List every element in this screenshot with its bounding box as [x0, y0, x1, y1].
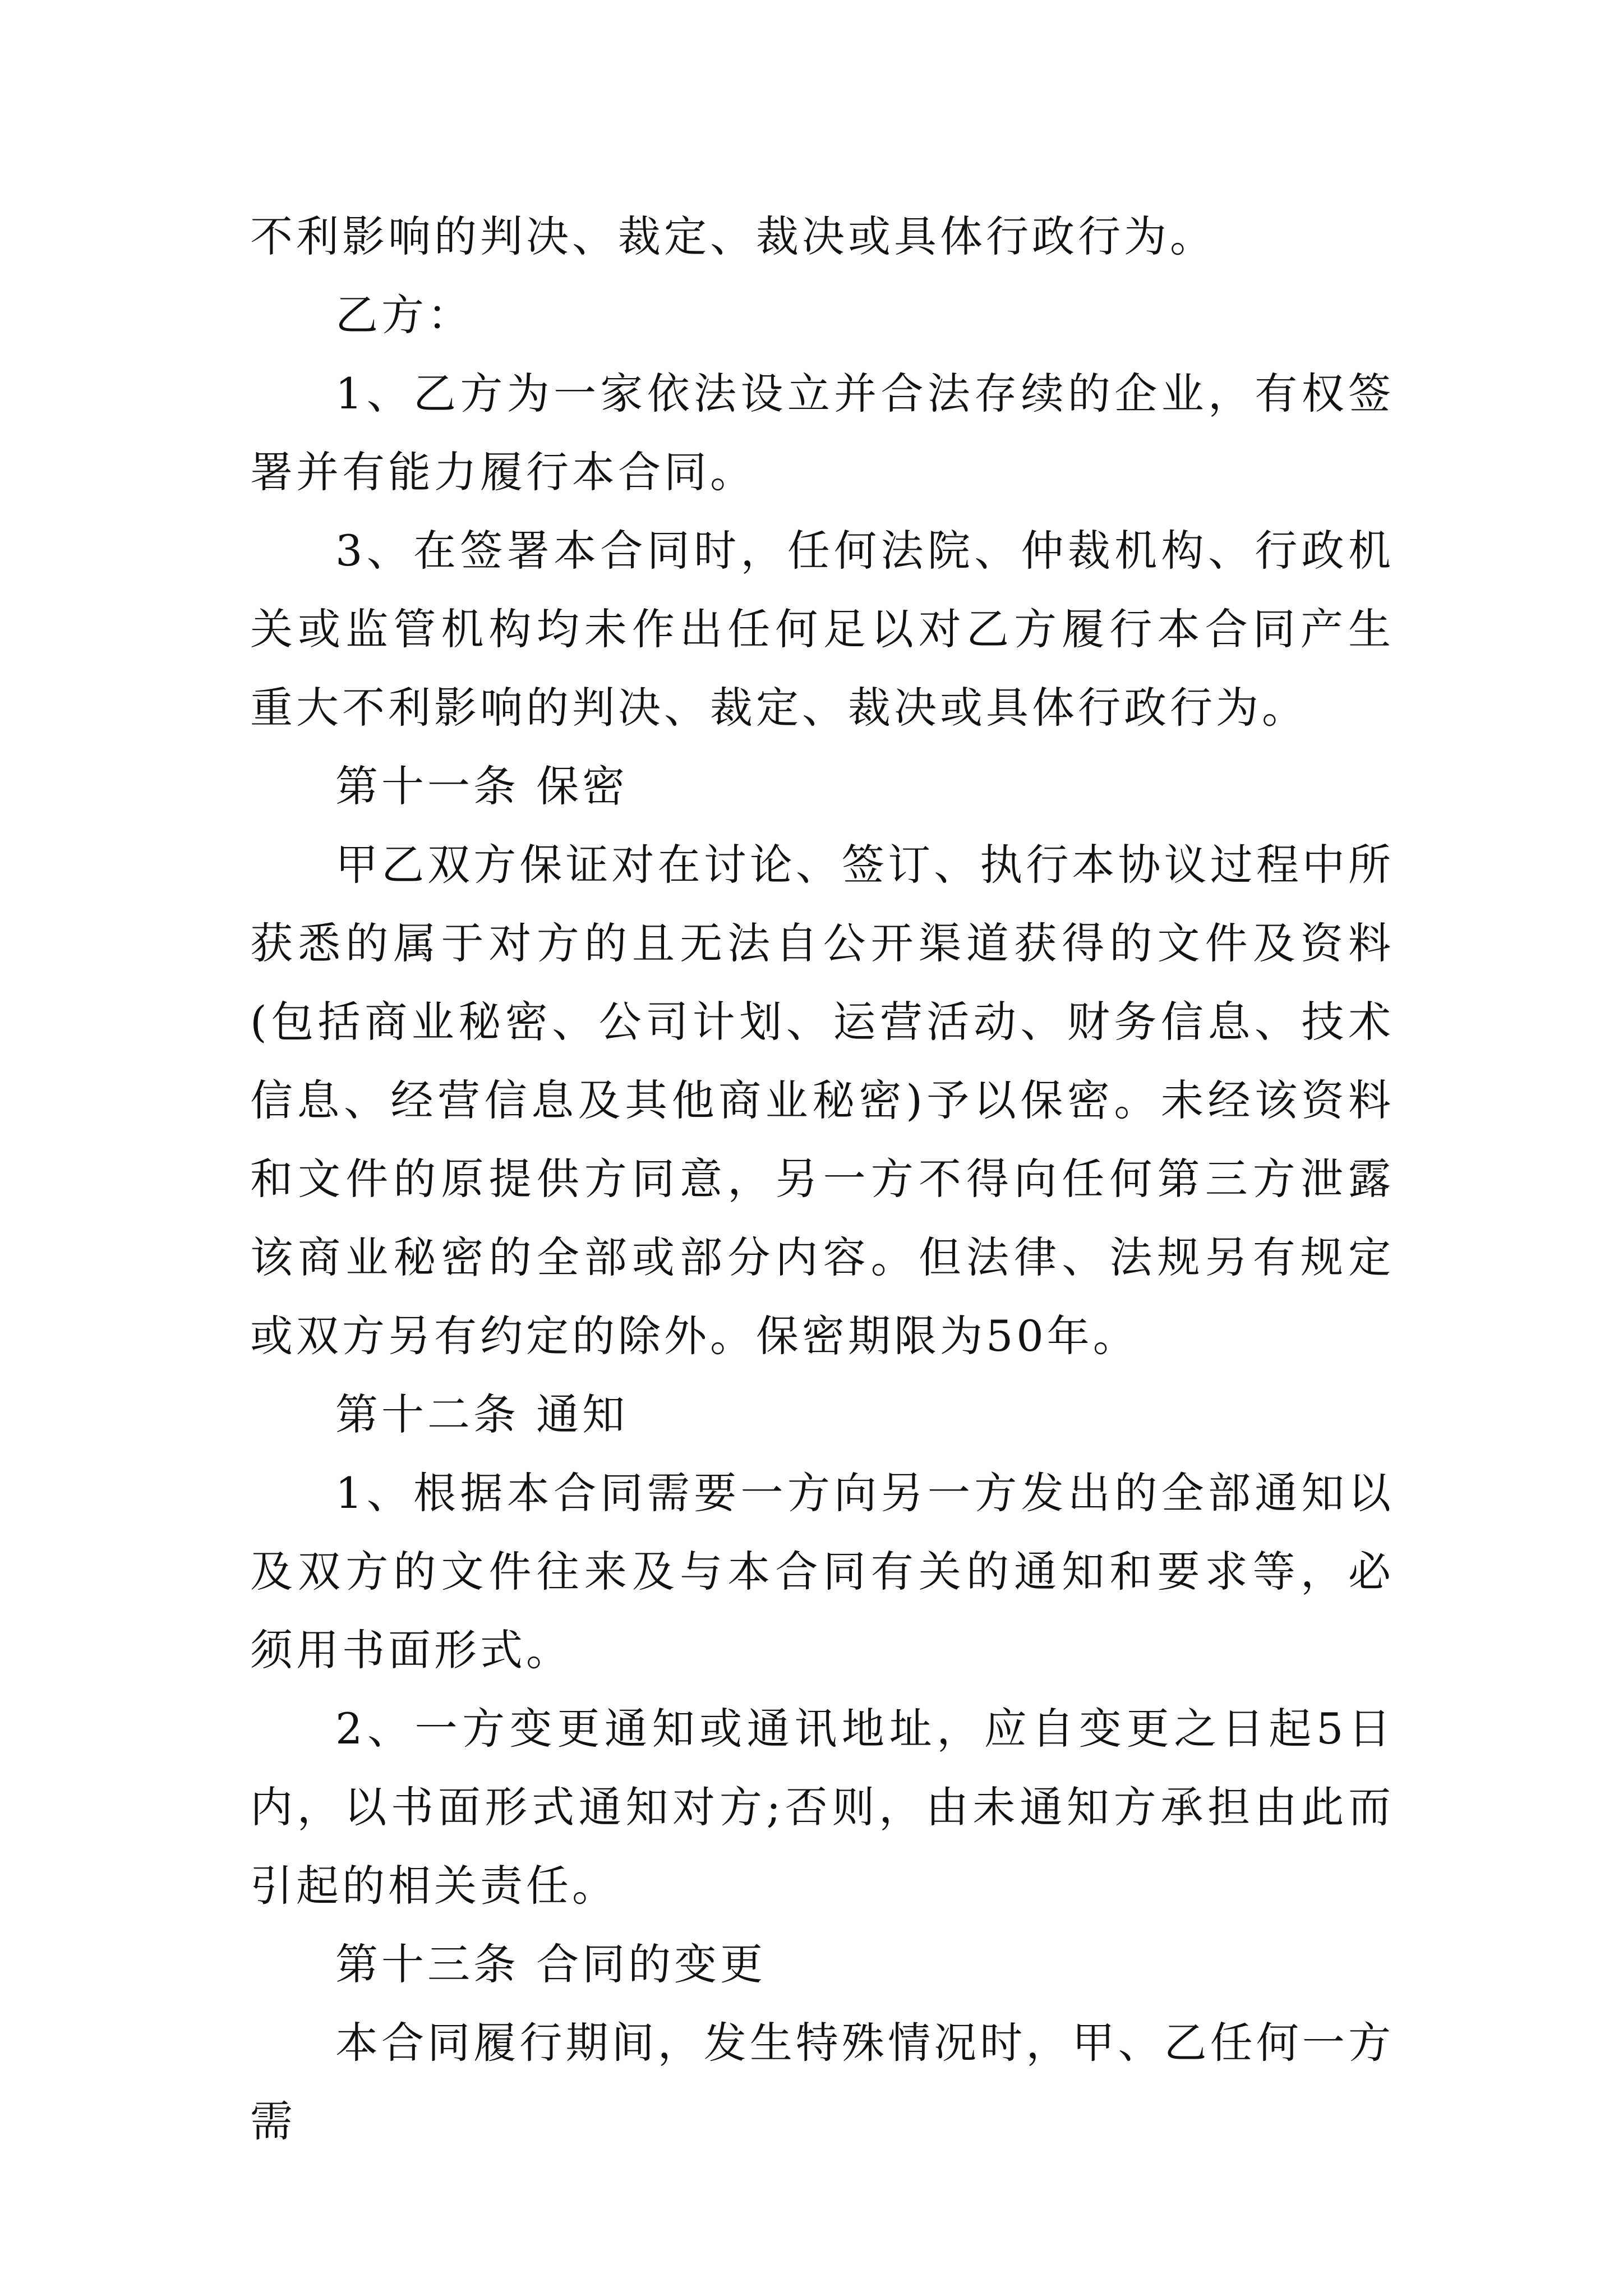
article-12-heading: 第十二条 通知: [335, 1389, 629, 1439]
document-body: [250, 197, 1394, 2161]
article-11-heading: 第十一条 保密: [335, 761, 629, 811]
paragraph-party-b-clause-1: 1、乙方为一家依法设立并合法存续的企业，有权签署并有能力履行本合同。: [250, 369, 1394, 497]
paragraph-party-b-clause-3: 3、在签署本合同时，任何法院、仲裁机构、行政机关或监管机构均未作出任何足以对乙方履行本合同产生重大不利影响的判决、裁定、裁决或具体行政行为。: [250, 526, 1394, 733]
paragraph-notice-clause-2: 2、一方变更通知或通讯地址，应自变更之日起5日内，以书面形式通知对方;否则，由未通知方承担由此而引起的相关责任。: [250, 1704, 1394, 1911]
paragraph-confidentiality: 甲乙双方保证对在讨论、签订、执行本协议过程中所获悉的属于对方的且无法自公开渠道获得的文件及资料(包括商业秘密、公司计划、运营活动、财务信息、技术信息、经营信息及其他商业秘密)予以保密。未经该资料和文件的原提供方同意，另一方不得向任何第三方泄露该商业秘密的全部或部分内容。但法律、法规另有规定或双方另有约定的除外。保密期限为50年。: [250, 840, 1394, 1361]
paragraph-continuation: 不利影响的判决、裁定、裁决或具体行政行为。: [250, 211, 1216, 261]
party-b-heading: 乙方：: [335, 290, 473, 340]
paragraph-contract-change: 本合同履行期间，发生特殊情况时，甲、乙任何一方需: [250, 2018, 1394, 2146]
paragraph-notice-clause-1: 1、根据本合同需要一方向另一方发出的全部通知以及双方的文件往来及与本合同有关的通知和要求等，必须用书面形式。: [250, 1468, 1394, 1675]
article-13-heading: 第十三条 合同的变更: [335, 1939, 767, 1989]
